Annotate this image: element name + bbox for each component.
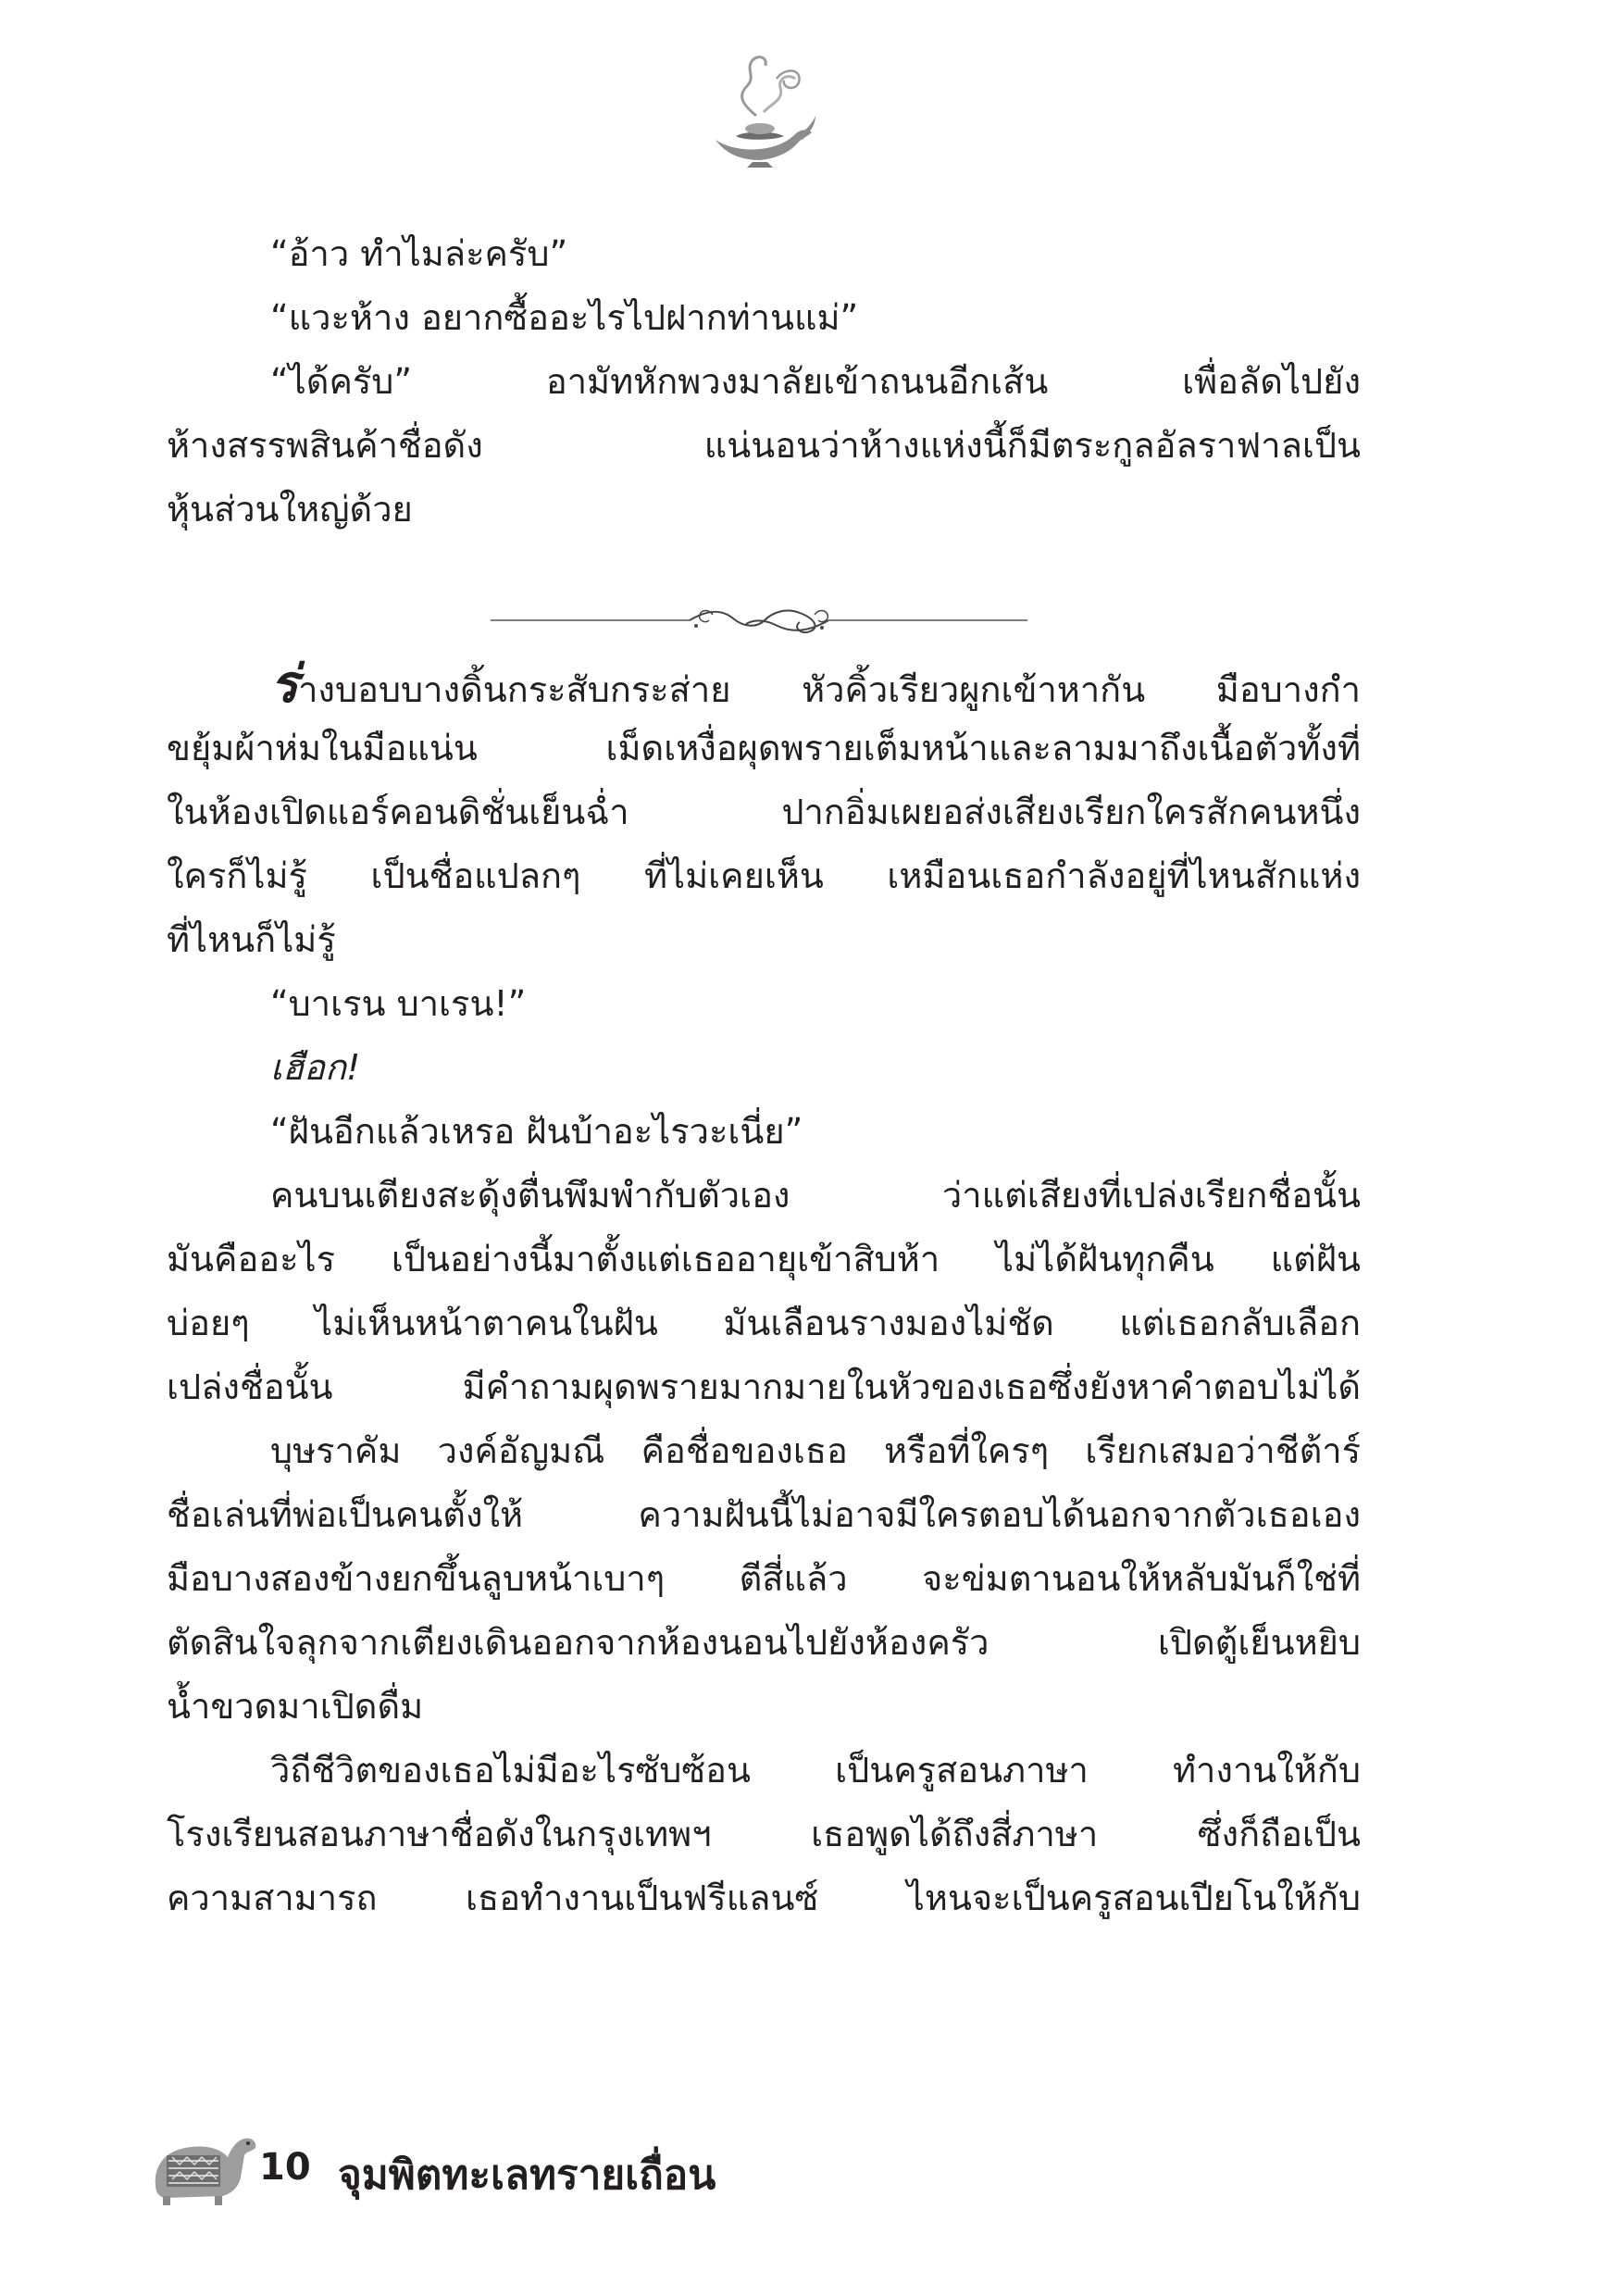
paragraph-line: “ฝันอีกแล้วเหรอ ฝันบ้าอะไรวะเนี่ย”: [270, 1111, 803, 1152]
paragraph-line: มันคืออะไร เป็นอย่างนี้มาตั้งแต่เธออายุเข้าสิบห้า ไม่ได้ฝันทุกคืน แต่ฝัน: [167, 1239, 1361, 1279]
book-title: จุมพิตทะเลทรายเถื่อน: [338, 2152, 716, 2199]
genie-lamp-icon: [699, 51, 819, 171]
paragraph-line: ชื่อเล่นที่พ่อเป็นคนตั้งให้ ความฝันนี้ไม่อาจมีใครตอบได้นอกจากตัวเธอเอง: [167, 1494, 1361, 1535]
paragraph-line: ตัดสินใจลุกจากเตียงเดินออกจากห้องนอนไปยังห้องครัว เปิดตู้เย็นหยิบ: [167, 1622, 1361, 1663]
paragraph-line: บุษราคัม วงค์อัญมณี คือชื่อของเธอ หรือที่ใครๆ เรียกเสมอว่าชีต้าร์: [270, 1430, 1361, 1471]
paragraph-line: ใครก็ไม่รู้ เป็นชื่อแปลกๆ ที่ไม่เคยเห็น เหมือนเธอกำลังอยู่ที่ไหนสักแห่ง: [167, 855, 1361, 896]
paragraph-line: โรงเรียนสอนภาษาชื่อดังในกรุงเทพฯ เธอพูดได้ถึงสี่ภาษา ซึ่งก็ถือเป็น: [167, 1814, 1361, 1854]
paragraph-line: ในห้องเปิดแอร์คอนดิชั่นเย็นฉ่ำ ปากอิ่มเผยอส่งเสียงเรียกใครสักคนหนึ่ง: [167, 792, 1361, 832]
paragraph-line: คนบนเตียงสะดุ้งตื่นพึมพำกับตัวเอง ว่าแต่เสียงที่เปล่งเรียกชื่อนั้น: [270, 1175, 1361, 1216]
paragraph-line: ความสามารถ เธอทำงานเป็นฟรีแลนซ์ ไหนจะเป็นครูสอนเปียโนให้กับ: [167, 1878, 1361, 1918]
paragraph-line: มือบางสองข้างยกขึ้นลูบหน้าเบาๆ ตีสี่แล้ว จะข่มตานอนให้หลับมันก็ใช่ที่: [167, 1558, 1361, 1599]
paragraph-line: ที่ไหนก็ไม่รู้: [167, 919, 336, 960]
paragraph-line: บ่อยๆ ไม่เห็นหน้าตาคนในฝัน มันเลือนรางมองไม่ชัด แต่เธอกลับเลือก: [167, 1303, 1361, 1343]
page-number: 10: [259, 2146, 311, 2189]
paragraph-line: น้ำขวดมาเปิดดื่ม: [167, 1686, 424, 1727]
paragraph-text: างบอบบางดิ้นกระสับกระส่าย หัวคิ้วเรียวผูกเข้าหากัน มือบางกำ: [298, 669, 1361, 710]
paragraph-line-dropcap: [167, 653, 1361, 717]
paragraph-line: “แวะห้าง อยากซื้ออะไรไปฝากท่านแม่”: [270, 297, 859, 338]
paragraph-line: “อ้าว ทำไมล่ะครับ”: [270, 233, 568, 274]
paragraph-line: เปล่งชื่อนั้น มีคำถามผุดพรายมากมายในหัวของเธอซึ่งยังหาคำตอบไม่ได้: [167, 1366, 1361, 1407]
paragraph-line: ห้างสรรพสินค้าชื่อดัง แน่นอนว่าห้างแห่งนี้ก็มีตระกูลอัลราฟาลเป็น: [167, 425, 1361, 466]
paragraph-line-italic: เฮือก!: [270, 1047, 361, 1088]
paragraph-line: “บาเรน บาเรน!”: [270, 983, 527, 1024]
drop-cap: ร่: [270, 655, 299, 715]
ornamental-scroll-divider-icon: [491, 593, 1027, 648]
body-text: [167, 222, 1361, 1930]
paragraph-line: ขยุ้มผ้าห่มในมือแน่น เม็ดเหงื่อผุดพรายเต็มหน้าและลามมาถึงเนื้อตัวทั้งที่: [167, 728, 1361, 768]
camel-icon: [148, 2120, 259, 2208]
page-footer: [148, 2120, 981, 2213]
paragraph-line: หุ้นส่วนใหญ่ด้วย: [167, 489, 413, 530]
paragraph-line: วิถีชีวิตของเธอไม่มีอะไรซับซ้อน เป็นครูสอนภาษา ทำงานให้กับ: [270, 1750, 1361, 1791]
paragraph-line: “ได้ครับ” อามัทหักพวงมาลัยเข้าถนนอีกเส้น เพื่อลัดไปยัง: [270, 361, 1361, 402]
